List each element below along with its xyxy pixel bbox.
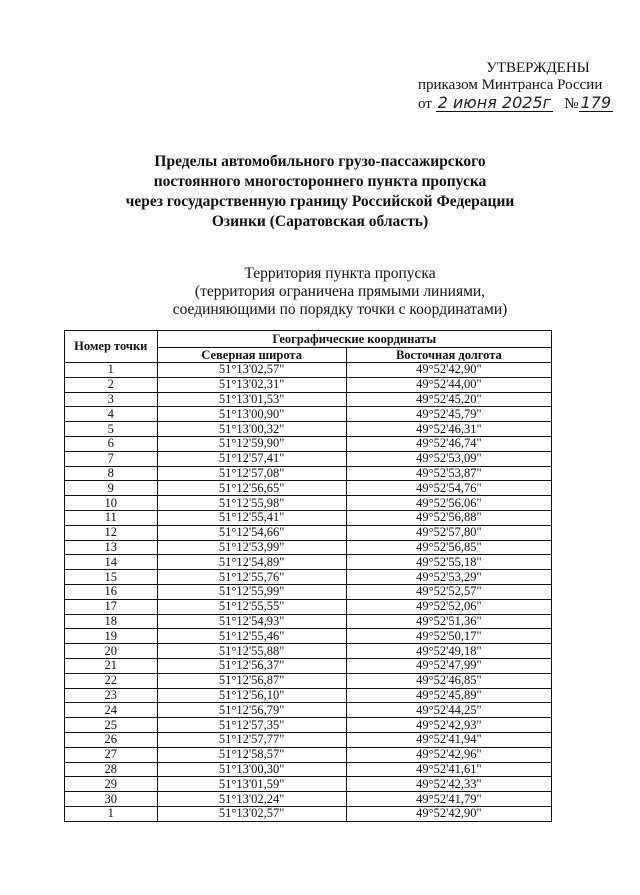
longitude-cell: 49°52'46,31" — [346, 422, 551, 437]
longitude-cell: 49°52'45,20" — [346, 392, 551, 407]
longitude-cell: 49°52'42,90" — [346, 363, 551, 378]
document-title-line-1: Пределы автомобильного грузо-пассажирского — [154, 153, 486, 170]
document-title-line-4: Озинки (Саратовская область) — [211, 213, 429, 230]
table-row — [65, 777, 552, 792]
longitude-cell: 49°52'42,93" — [346, 718, 551, 733]
territory-subtitle — [100, 265, 580, 319]
point-number-cell: 14 — [65, 555, 158, 570]
longitude-cell: 49°52'49,18" — [346, 644, 551, 659]
longitude-cell: 49°52'57,80" — [346, 525, 551, 540]
point-number-cell: 1 — [65, 363, 158, 378]
latitude-cell: 51°12'56,37" — [157, 658, 346, 673]
latitude-cell: 51°12'55,98" — [157, 496, 346, 511]
latitude-cell: 51°13'02,57" — [157, 806, 346, 821]
latitude-cell: 51°12'58,57" — [157, 747, 346, 762]
point-number-cell: 29 — [65, 777, 158, 792]
point-number-cell: 24 — [65, 703, 158, 718]
point-number-cell: 1 — [65, 806, 158, 821]
latitude-cell: 51°12'56,87" — [157, 673, 346, 688]
table-row — [65, 644, 552, 659]
latitude-cell: 51°13'00,90" — [157, 407, 346, 422]
latitude-cell: 51°12'57,77" — [157, 732, 346, 747]
table-row — [65, 451, 552, 466]
point-number-cell: 22 — [65, 673, 158, 688]
point-number-cell: 8 — [65, 466, 158, 481]
point-number-cell: 21 — [65, 658, 158, 673]
longitude-cell: 49°52'41,94" — [346, 732, 551, 747]
subtitle-line-1: Территория пункта пропуска — [244, 265, 436, 282]
latitude-cell: 51°12'55,41" — [157, 510, 346, 525]
point-number-cell: 10 — [65, 496, 158, 511]
coordinates-table — [64, 330, 552, 822]
table-row — [65, 377, 552, 392]
table-row — [65, 718, 552, 733]
approval-date-handwritten: 2 июня 2025г — [437, 93, 552, 112]
latitude-cell: 51°12'55,55" — [157, 599, 346, 614]
longitude-cell: 49°52'51,36" — [346, 614, 551, 629]
point-number-cell: 9 — [65, 481, 158, 496]
latitude-cell: 51°12'57,35" — [157, 718, 346, 733]
table-row — [65, 614, 552, 629]
latitude-cell: 51°13'01,53" — [157, 392, 346, 407]
longitude-cell: 49°52'56,88" — [346, 510, 551, 525]
subtitle-line-2: (территория ограничена прямыми линиями, — [194, 283, 486, 300]
latitude-cell: 51°12'55,99" — [157, 584, 346, 599]
longitude-cell: 49°52'44,25" — [346, 703, 551, 718]
point-number-cell: 17 — [65, 599, 158, 614]
latitude-cell: 51°12'55,46" — [157, 629, 346, 644]
table-row — [65, 762, 552, 777]
table-row — [65, 673, 552, 688]
longitude-cell: 49°52'53,87" — [346, 466, 551, 481]
approval-block — [418, 60, 618, 113]
longitude-cell: 49°52'46,85" — [346, 673, 551, 688]
point-number-cell: 3 — [65, 392, 158, 407]
table-row — [65, 422, 552, 437]
document-title-line-3: через государственную границу Российской Федерации — [125, 193, 515, 210]
table-row — [65, 525, 552, 540]
latitude-cell: 51°12'55,88" — [157, 644, 346, 659]
longitude-cell: 49°52'46,74" — [346, 436, 551, 451]
longitude-cell: 49°52'50,17" — [346, 629, 551, 644]
point-number-cell: 16 — [65, 584, 158, 599]
latitude-cell: 51°12'59,90" — [157, 436, 346, 451]
latitude-cell: 51°12'53,99" — [157, 540, 346, 555]
table-row — [65, 481, 552, 496]
latitude-cell: 51°12'57,08" — [157, 466, 346, 481]
approval-number-handwritten: 179 — [580, 93, 612, 112]
latitude-cell: 51°13'00,30" — [157, 762, 346, 777]
approval-date-line — [418, 94, 618, 113]
table-row — [65, 363, 552, 378]
table-row — [65, 540, 552, 555]
table-row — [65, 466, 552, 481]
longitude-cell: 49°52'56,85" — [346, 540, 551, 555]
latitude-cell: 51°13'02,24" — [157, 792, 346, 807]
point-number-cell: 28 — [65, 762, 158, 777]
latitude-cell: 51°13'00,32" — [157, 422, 346, 437]
subtitle-line-3: соединяющими по порядку точки с координатами) — [172, 301, 508, 318]
latitude-cell: 51°13'02,31" — [157, 377, 346, 392]
header-north-latitude: Северная широта — [157, 348, 346, 363]
point-number-cell: 23 — [65, 688, 158, 703]
latitude-cell: 51°12'55,76" — [157, 570, 346, 585]
point-number-cell: 18 — [65, 614, 158, 629]
longitude-cell: 49°52'52,57" — [346, 584, 551, 599]
point-number-cell: 19 — [65, 629, 158, 644]
table-row — [65, 732, 552, 747]
table-row — [65, 510, 552, 525]
point-number-cell: 13 — [65, 540, 158, 555]
header-east-longitude: Восточная долгота — [346, 348, 551, 363]
longitude-cell: 49°52'42,96" — [346, 747, 551, 762]
table-row — [65, 703, 552, 718]
point-number-cell: 27 — [65, 747, 158, 762]
longitude-cell: 49°52'56,06" — [346, 496, 551, 511]
latitude-cell: 51°12'54,93" — [157, 614, 346, 629]
longitude-cell: 49°52'44,00" — [346, 377, 551, 392]
latitude-cell: 51°12'56,10" — [157, 688, 346, 703]
point-number-cell: 11 — [65, 510, 158, 525]
longitude-cell: 49°52'41,79" — [346, 792, 551, 807]
table-row — [65, 658, 552, 673]
document-title — [80, 152, 560, 232]
point-number-cell: 2 — [65, 377, 158, 392]
table-row — [65, 747, 552, 762]
latitude-cell: 51°13'01,59" — [157, 777, 346, 792]
point-number-cell: 5 — [65, 422, 158, 437]
point-number-cell: 20 — [65, 644, 158, 659]
point-number-cell: 7 — [65, 451, 158, 466]
latitude-cell: 51°12'57,41" — [157, 451, 346, 466]
longitude-cell: 49°52'42,33" — [346, 777, 551, 792]
point-number-cell: 4 — [65, 407, 158, 422]
approval-title: УТВЕРЖДЕНЫ — [486, 60, 590, 76]
point-number-cell: 12 — [65, 525, 158, 540]
longitude-cell: 49°52'55,18" — [346, 555, 551, 570]
header-point-number: Номер точки — [65, 331, 158, 363]
table-row — [65, 629, 552, 644]
longitude-cell: 49°52'47,99" — [346, 658, 551, 673]
longitude-cell: 49°52'42,90" — [346, 806, 551, 821]
longitude-cell: 49°52'53,09" — [346, 451, 551, 466]
table-row — [65, 407, 552, 422]
table-row — [65, 792, 552, 807]
table-row — [65, 584, 552, 599]
point-number-cell: 6 — [65, 436, 158, 451]
longitude-cell: 49°52'45,89" — [346, 688, 551, 703]
point-number-cell: 15 — [65, 570, 158, 585]
header-geo-coordinates: Географические координаты — [157, 331, 551, 348]
point-number-cell: 26 — [65, 732, 158, 747]
table-row — [65, 570, 552, 585]
longitude-cell: 49°52'54,76" — [346, 481, 551, 496]
latitude-cell: 51°12'56,65" — [157, 481, 346, 496]
table-row — [65, 806, 552, 821]
table-row — [65, 392, 552, 407]
table-row — [65, 555, 552, 570]
table-row — [65, 688, 552, 703]
longitude-cell: 49°52'53,29" — [346, 570, 551, 585]
approval-from-prefix: от — [418, 96, 432, 112]
latitude-cell: 51°12'54,89" — [157, 555, 346, 570]
latitude-cell: 51°12'56,79" — [157, 703, 346, 718]
approval-order-line: приказом Минтранса России — [418, 77, 603, 93]
latitude-cell: 51°12'54,66" — [157, 525, 346, 540]
longitude-cell: 49°52'52,06" — [346, 599, 551, 614]
document-title-line-2: постоянного многостороннего пункта пропуска — [153, 173, 487, 190]
table-row — [65, 496, 552, 511]
longitude-cell: 49°52'45,79" — [346, 407, 551, 422]
point-number-cell: 25 — [65, 718, 158, 733]
longitude-cell: 49°52'41,61" — [346, 762, 551, 777]
table-row — [65, 599, 552, 614]
table-row — [65, 436, 552, 451]
point-number-cell: 30 — [65, 792, 158, 807]
approval-number-prefix: № — [564, 96, 579, 112]
latitude-cell: 51°13'02,57" — [157, 363, 346, 378]
